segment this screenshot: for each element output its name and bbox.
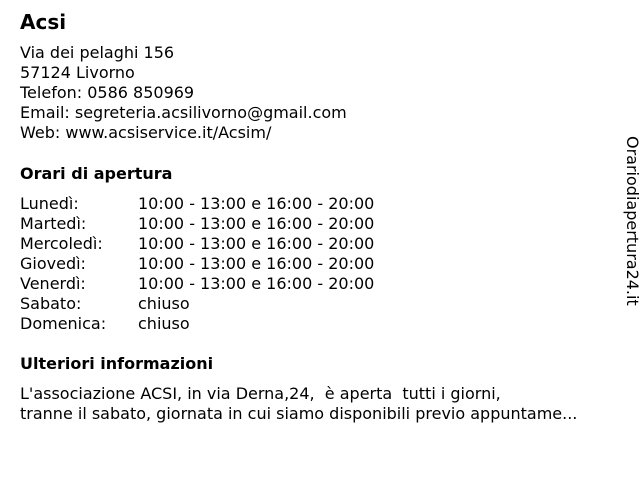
info-line: tranne il sabato, giornata in cui siamo disponibili previo appuntame... xyxy=(20,404,578,423)
hours-time: 10:00 - 13:00 e 16:00 - 20:00 xyxy=(138,194,375,213)
hours-time: chiuso xyxy=(138,314,190,333)
hours-row xyxy=(20,234,374,254)
info-line: L'associazione ACSI, in via Derna,24, è aperta tutti i giorni, xyxy=(20,384,501,403)
hours-time: 10:00 - 13:00 e 16:00 - 20:00 xyxy=(138,274,375,293)
info-heading: Ulteriori informazioni xyxy=(20,354,214,373)
hours-row xyxy=(20,294,374,314)
hours-row xyxy=(20,314,374,334)
hours-day: Martedì: xyxy=(20,214,87,233)
address-line: Via dei pelaghi 156 xyxy=(20,43,175,62)
city-line: 57124 Livorno xyxy=(20,63,135,82)
hours-day: Venerdì: xyxy=(20,274,86,293)
hours-time: 10:00 - 13:00 e 16:00 - 20:00 xyxy=(138,254,375,273)
hours-heading: Orari di apertura xyxy=(20,164,173,183)
hours-day: Giovedì: xyxy=(20,254,86,273)
hours-day: Domenica: xyxy=(20,314,107,333)
hours-row xyxy=(20,214,374,234)
hours-row xyxy=(20,254,374,274)
phone-line: Telefon: 0586 850969 xyxy=(20,83,195,102)
hours-row xyxy=(20,194,374,214)
hours-time: 10:00 - 13:00 e 16:00 - 20:00 xyxy=(138,214,375,233)
site-watermark: Orariodiapertura24.it xyxy=(623,136,642,306)
hours-day: Lunedì: xyxy=(20,194,79,213)
web-line: Web: www.acsiservice.it/Acsim/ xyxy=(20,123,272,142)
email-line: Email: segreteria.acsilivorno@gmail.com xyxy=(20,103,347,122)
contact-block xyxy=(20,43,347,143)
hours-time: 10:00 - 13:00 e 16:00 - 20:00 xyxy=(138,234,375,253)
hours-row xyxy=(20,274,374,294)
opening-hours-table xyxy=(20,194,374,334)
hours-time: chiuso xyxy=(138,294,190,313)
hours-day: Sabato: xyxy=(20,294,82,313)
business-name: Acsi xyxy=(20,10,67,34)
info-paragraph xyxy=(20,384,630,424)
hours-day: Mercoledì: xyxy=(20,234,103,253)
